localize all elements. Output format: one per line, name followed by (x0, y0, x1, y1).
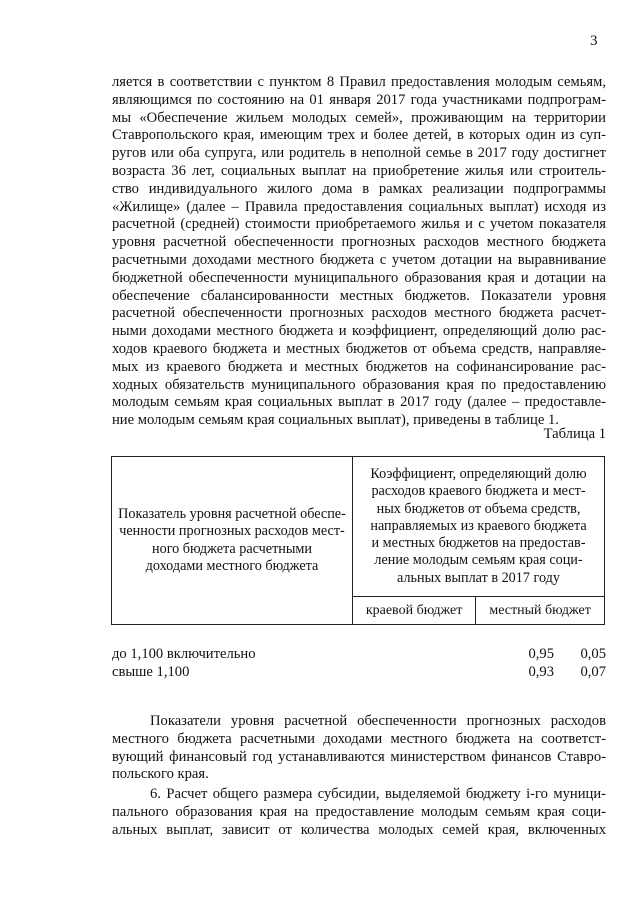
text-line: ругов или оба супруга, или родитель в неполной семье в 2017 году достигнет (112, 145, 606, 162)
header-line: доходами местного бюджета (145, 557, 319, 574)
header-line: направляемых из краевого бюджета (370, 517, 587, 534)
text-line: расчетной (средней) стоимости приобретаемого жилья и с учетом показателя (112, 216, 606, 233)
header-line: и местных бюджетов на предостав- (371, 535, 586, 552)
row-label: свыше 1,100 (112, 664, 190, 680)
local-value: 0,07 (580, 664, 606, 680)
text-line: бюджетной обеспеченности муниципального образования края и дотации на (112, 269, 606, 286)
text-line: пального образования края на предоставление молодым семьям края соци- (112, 803, 606, 820)
regional-value: 0,95 (528, 646, 554, 662)
page-number: 3 (590, 33, 598, 49)
text-line: ходных обязательств муниципального образования края по предоставлению (112, 376, 606, 393)
header-coefficient (353, 457, 605, 597)
text-line: ходов краевого бюджета и местных бюджетов от объема средств, направляе- (112, 340, 606, 357)
header-line: ного бюджета расчетными (152, 540, 312, 557)
text-line: уровня расчетной обеспеченности прогнозных расходов местного бюджета (112, 234, 606, 251)
table-row (112, 645, 606, 663)
subheader-regional-budget: краевой бюджет (353, 597, 476, 625)
header-line: Показатель уровня расчетной обеспе- (118, 506, 346, 523)
header-indicator (112, 457, 353, 625)
coefficient-table (111, 456, 605, 625)
header-line: ченности прогнозных расходов мест- (119, 523, 345, 540)
text-line: мы «Обеспечение жильем молодых семей», проживающим на территории (112, 109, 606, 126)
table-caption: Таблица 1 (543, 426, 606, 442)
text-line: ство индивидуального жилого дома в рамках реализации подпрограммы (112, 180, 606, 197)
text-line: молодым семьям края социальных выплат в 2017 году (далее – предоставле- (112, 394, 606, 411)
text-line: обеспечение сбалансированности местных бюджетов. Показатели уровня (112, 287, 606, 304)
text-line: Показатели уровня расчетной обеспеченности прогнозных расходов (150, 713, 606, 729)
text-line: расчетными доходами местного бюджета с учетом дотации на выравнивание (112, 251, 606, 268)
subheader-local-budget: местный бюджет (476, 597, 605, 625)
text-line: являющимся по состоянию на 01 января 2017 года участниками подпрограм- (112, 91, 606, 108)
header-line: ление молодым семьям края соци- (374, 552, 583, 569)
paragraph-subsidy (112, 786, 606, 839)
header-line: Коэффициент, определяющий долю (370, 466, 587, 483)
text-line: ние молодым семьям края социальных выплат), приведены в таблице 1. (112, 412, 559, 429)
text-line: мых из краевого бюджета и местных бюджетов на софинансирование рас- (112, 358, 606, 375)
regional-value: 0,93 (528, 664, 554, 680)
text-line: местного бюджета расчетными доходами местного бюджета на соответст- (112, 730, 606, 747)
text-line: вующий финансовый год устанавливаются министерством финансов Ставро- (112, 748, 606, 765)
text-line: 6. Расчет общего размера субсидии, выделяемой бюджету i-го муници- (150, 786, 606, 802)
local-value: 0,05 (580, 646, 606, 662)
text-line: возраста 36 лет, социальных выплат на приобретение жилья или строитель- (112, 162, 606, 179)
table-row (112, 663, 606, 681)
text-line: альных выплат, зависит от количества молодых семей края, включенных (112, 821, 606, 838)
text-line: польского края. (112, 766, 209, 783)
header-line: ных бюджетов от объема средств, (376, 500, 581, 517)
text-line: ными доходами местного бюджета и коэффициент, определяющий долю рас- (112, 323, 606, 340)
table-data-rows (112, 645, 606, 681)
text-line: ляется в соответствии с пунктом 8 Правил предоставления молодым семьям, (112, 74, 606, 90)
paragraph-intro (112, 74, 606, 430)
text-line: «Жилище» (далее – Правила предоставления социальных выплат) исходя из (112, 198, 606, 215)
paragraph-indicators (112, 713, 606, 784)
text-line: расчетной обеспеченности прогнозных расходов местного бюджета расчет- (112, 305, 606, 322)
text-line: Ставропольского края, имеющим трех и более детей, в которых один из суп- (112, 127, 606, 144)
header-line: расходов краевого бюджета и мест- (371, 483, 586, 500)
row-label: до 1,100 включительно (112, 646, 256, 662)
header-line: альных выплат в 2017 году (397, 569, 560, 586)
